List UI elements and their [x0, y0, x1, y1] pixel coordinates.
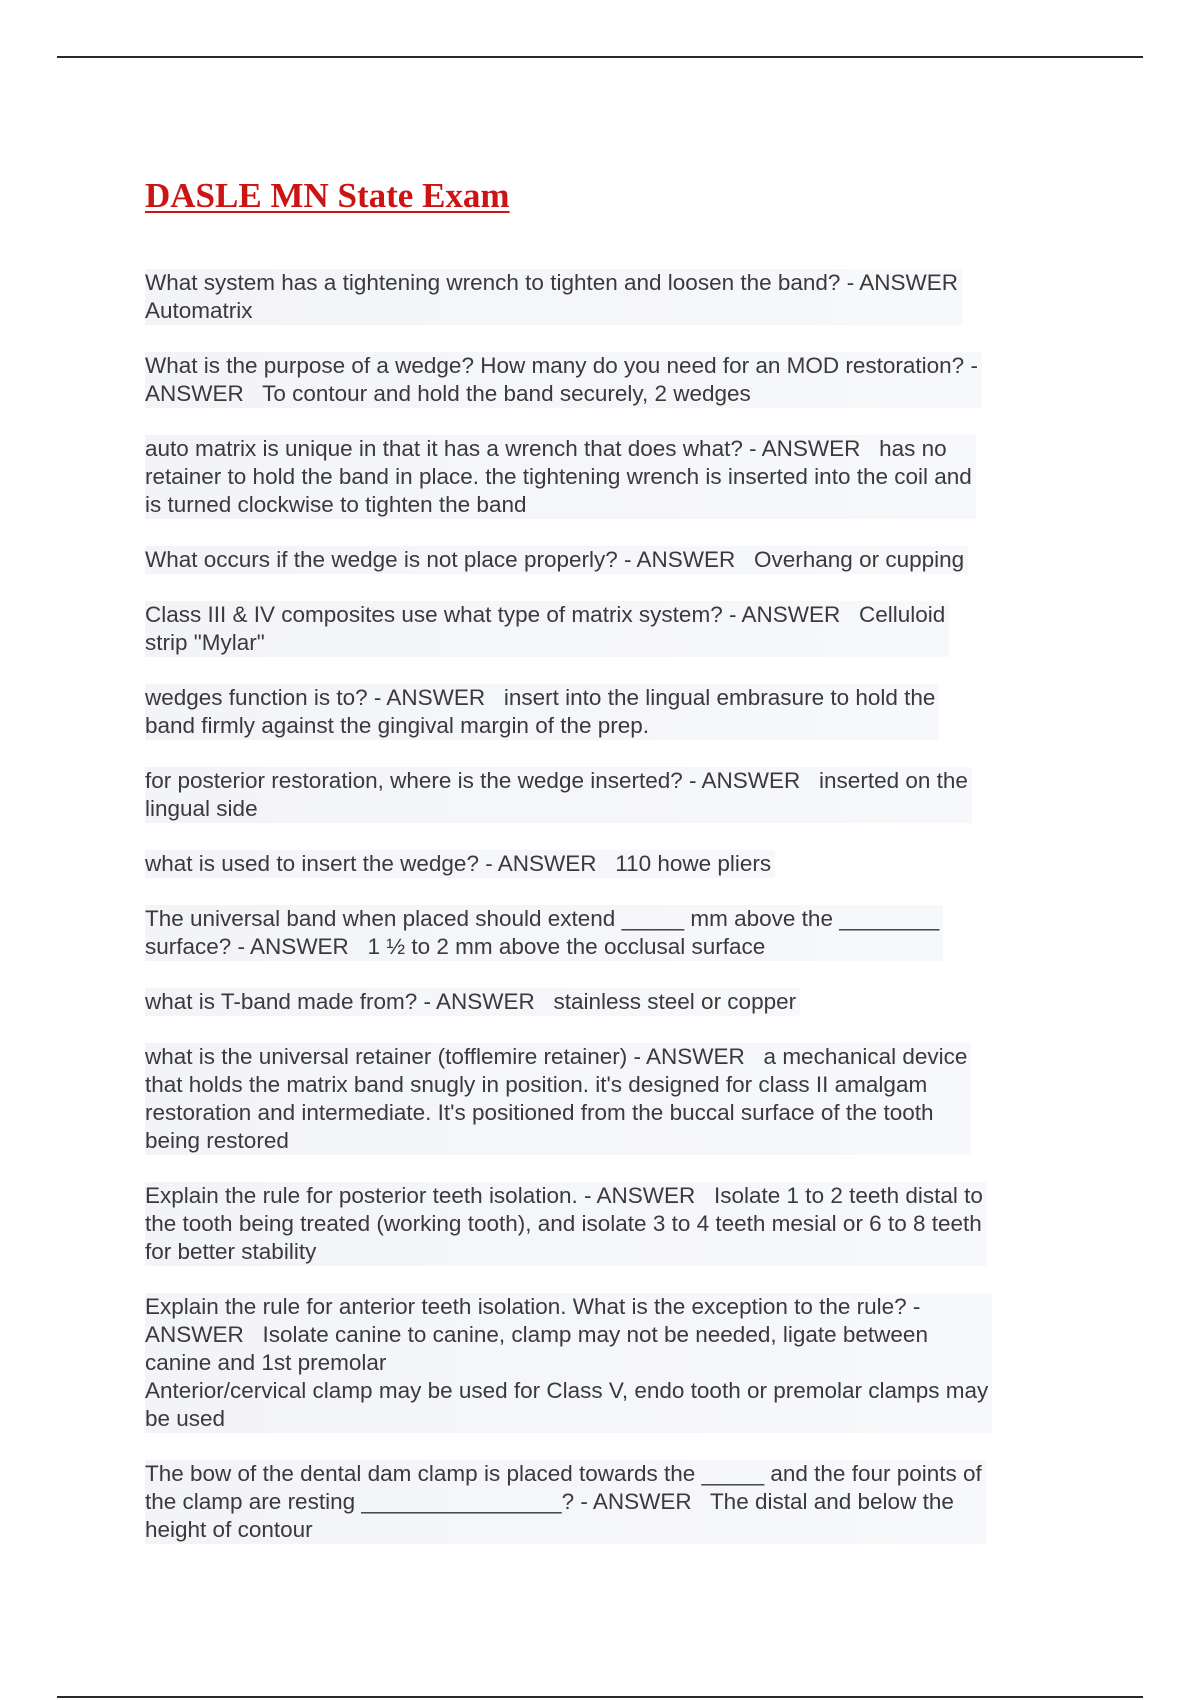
qa-item: what is T-band made from? - ANSWER stainless steel or copper: [145, 988, 800, 1016]
qa-item: Explain the rule for posterior teeth isolation. - ANSWER Isolate 1 to 2 teeth distal to the tooth being treated (working tooth), and isolate 3 to 4 teeth mesial or 6 to 8 teeth for better stability: [145, 1182, 987, 1266]
document-title: DASLE MN State Exam: [145, 176, 510, 215]
document-body: [145, 172, 1065, 1571]
qa-item: What system has a tightening wrench to tighten and loosen the band? - ANSWER Automatrix: [145, 269, 962, 325]
qa-item: wedges function is to? - ANSWER insert into the lingual embrasure to hold the band firmly against the gingival margin of the prep.: [145, 684, 939, 740]
qa-item: what is used to insert the wedge? - ANSWER 110 howe pliers: [145, 850, 775, 878]
qa-list: [145, 269, 1065, 1571]
page-top-rule: [57, 56, 1143, 58]
qa-item: what is the universal retainer (tofflemire retainer) - ANSWER a mechanical device that holds the matrix band snugly in position. it's designed for class II amalgam restoration and intermediate. It's positioned from the buccal surface of the tooth being restored: [145, 1043, 971, 1155]
qa-item: Class III & IV composites use what type of matrix system? - ANSWER Celluloid strip "Mylar": [145, 601, 949, 657]
qa-item: What is the purpose of a wedge? How many do you need for an MOD restoration? - ANSWER To contour and hold the band securely, 2 wedges: [145, 352, 982, 408]
qa-item: Explain the rule for anterior teeth isolation. What is the exception to the rule? - ANSWER Isolate canine to canine, clamp may not be needed, ligate between canine and 1st premolar Anterior/cervical clamp may be used for Class V, endo tooth or premolar clamps may be used: [145, 1293, 992, 1433]
qa-item: The bow of the dental dam clamp is placed towards the _____ and the four points of the clamp are resting ________________? - ANSWER The distal and below the height of contour: [145, 1460, 986, 1544]
qa-item: auto matrix is unique in that it has a wrench that does what? - ANSWER has no retainer to hold the band in place. the tightening wrench is inserted into the coil and is turned clockwise to tighten the band: [145, 435, 976, 519]
qa-item: The universal band when placed should extend _____ mm above the ________ surface? - ANSWER 1 ½ to 2 mm above the occlusal surface: [145, 905, 943, 961]
qa-item: for posterior restoration, where is the wedge inserted? - ANSWER inserted on the lingual side: [145, 767, 972, 823]
qa-item: What occurs if the wedge is not place properly? - ANSWER Overhang or cupping: [145, 546, 968, 574]
page-bottom-rule: [57, 1696, 1143, 1698]
